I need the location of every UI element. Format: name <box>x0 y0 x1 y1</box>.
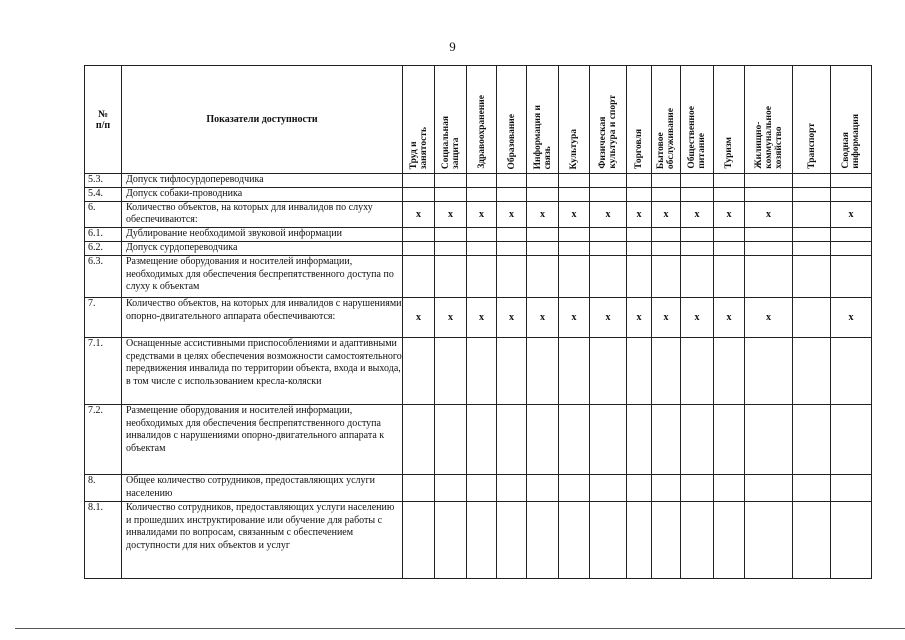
mark-cell <box>745 187 793 201</box>
header-column <box>559 66 590 174</box>
row-number: 6. <box>85 201 122 228</box>
header-column-label: Здравоохранение <box>476 95 487 169</box>
header-column-label: Торговля <box>634 128 644 169</box>
mark-cell <box>714 241 745 255</box>
mark-cell <box>559 501 590 578</box>
header-column-label: Сводная информация <box>841 114 861 169</box>
mark-cell: x <box>497 201 527 228</box>
mark-cell <box>652 337 681 404</box>
header-column <box>793 66 831 174</box>
mark-cell <box>627 474 652 501</box>
header-indicators: Показатели доступности <box>122 66 403 174</box>
mark-cell: x <box>497 297 527 337</box>
row-indicator: Количество объектов, на которых для инвалидов по слуху обеспечиваются: <box>122 201 403 228</box>
mark-cell <box>527 241 559 255</box>
mark-cell: x <box>627 297 652 337</box>
row-indicator: Оснащенные ассистивными приспособлениями и адаптивными средствами в целях обеспечения возможности самостоятельного передвижения инвалида по территории объекта, входа и выхода, в том числе с использованием кресла-коляски <box>122 337 403 404</box>
mark-cell: x <box>831 297 872 337</box>
header-column-label: Бытовое обслуживание <box>656 107 676 169</box>
header-column <box>527 66 559 174</box>
mark-cell <box>831 501 872 578</box>
mark-cell <box>590 228 627 242</box>
header-column-label: Информация и связь <box>532 104 553 169</box>
row-indicator: Количество сотрудников, предоставляющих услуги населению и прошедших инструктирование или обучение для работы с инвалидами по вопросам, связанным с обеспечением доступности для них объектов и услуг <box>122 501 403 578</box>
mark-cell <box>403 241 435 255</box>
mark-cell <box>527 174 559 188</box>
mark-cell <box>559 174 590 188</box>
mark-cell: x <box>403 297 435 337</box>
row-indicator: Размещение оборудования и носителей информации, необходимых для обеспечения беспрепятственного доступа инвалидов с нарушениями опорно-двигательного аппарата к объектам <box>122 404 403 474</box>
mark-cell <box>652 228 681 242</box>
mark-cell <box>714 501 745 578</box>
mark-cell <box>435 337 467 404</box>
mark-cell <box>403 501 435 578</box>
mark-cell <box>627 255 652 297</box>
mark-cell <box>403 474 435 501</box>
mark-cell: x <box>745 201 793 228</box>
mark-cell <box>652 241 681 255</box>
table-row <box>85 297 872 337</box>
mark-cell <box>559 404 590 474</box>
table-row <box>85 187 872 201</box>
mark-cell: x <box>681 297 714 337</box>
header-column-label: Транспорт <box>806 123 817 169</box>
row-number: 8.1. <box>85 501 122 578</box>
mark-cell <box>681 228 714 242</box>
mark-cell <box>467 174 497 188</box>
mark-cell <box>497 501 527 578</box>
mark-cell <box>793 404 831 474</box>
scan-edge-line <box>15 628 905 629</box>
mark-cell <box>527 337 559 404</box>
row-number: 8. <box>85 474 122 501</box>
mark-cell <box>497 474 527 501</box>
mark-cell <box>497 337 527 404</box>
mark-cell <box>831 228 872 242</box>
mark-cell <box>435 228 467 242</box>
row-indicator: Допуск тифлосурдопереводчика <box>122 174 403 188</box>
header-column-label: Труд и занятость <box>408 126 429 169</box>
mark-cell <box>435 241 467 255</box>
mark-cell <box>403 255 435 297</box>
mark-cell: x <box>403 201 435 228</box>
mark-cell <box>590 241 627 255</box>
mark-cell <box>793 228 831 242</box>
mark-cell: x <box>627 201 652 228</box>
header-column <box>714 66 745 174</box>
mark-cell <box>435 474 467 501</box>
header-column <box>435 66 467 174</box>
row-number: 7.2. <box>85 404 122 474</box>
mark-cell <box>745 228 793 242</box>
mark-cell <box>652 474 681 501</box>
row-number: 6.2. <box>85 241 122 255</box>
row-indicator: Дублирование необходимой звуковой информации <box>122 228 403 242</box>
mark-cell <box>527 501 559 578</box>
mark-cell <box>559 255 590 297</box>
row-number: 7. <box>85 297 122 337</box>
page-number: 9 <box>449 39 456 54</box>
mark-cell <box>745 241 793 255</box>
mark-cell <box>793 474 831 501</box>
mark-cell <box>467 255 497 297</box>
mark-cell <box>590 174 627 188</box>
header-column-label: Образование <box>506 113 517 169</box>
mark-cell <box>467 228 497 242</box>
mark-cell <box>403 337 435 404</box>
mark-cell: x <box>714 297 745 337</box>
mark-cell: x <box>590 297 627 337</box>
mark-cell <box>467 501 497 578</box>
mark-cell: x <box>831 201 872 228</box>
mark-cell <box>745 404 793 474</box>
mark-cell <box>627 404 652 474</box>
header-column <box>590 66 627 174</box>
mark-cell <box>467 187 497 201</box>
mark-cell <box>793 255 831 297</box>
mark-cell <box>590 474 627 501</box>
mark-cell <box>435 187 467 201</box>
header-column <box>831 66 872 174</box>
mark-cell <box>527 228 559 242</box>
table-row <box>85 474 872 501</box>
mark-cell: x <box>652 297 681 337</box>
mark-cell <box>627 187 652 201</box>
mark-cell <box>497 404 527 474</box>
mark-cell <box>652 187 681 201</box>
header-column-label: Туризм <box>724 137 734 169</box>
mark-cell: x <box>527 297 559 337</box>
header-column <box>681 66 714 174</box>
mark-cell <box>652 501 681 578</box>
header-column <box>627 66 652 174</box>
row-indicator: Размещение оборудования и носителей информации, необходимых для обеспечения беспрепятственного доступа по слуху к объектам <box>122 255 403 297</box>
mark-cell <box>627 337 652 404</box>
mark-cell <box>681 404 714 474</box>
row-number: 7.1. <box>85 337 122 404</box>
row-number: 6.3. <box>85 255 122 297</box>
mark-cell <box>681 187 714 201</box>
header-column-label: Жилищно- коммунальное хозяйство <box>753 106 784 169</box>
mark-cell <box>681 501 714 578</box>
mark-cell <box>714 228 745 242</box>
accessibility-table <box>84 65 861 585</box>
mark-cell <box>831 337 872 404</box>
header-column <box>745 66 793 174</box>
mark-cell: x <box>435 201 467 228</box>
mark-cell <box>714 404 745 474</box>
mark-cell: x <box>681 201 714 228</box>
header-num-label: № п/п <box>95 108 111 131</box>
mark-cell <box>467 474 497 501</box>
mark-cell <box>681 474 714 501</box>
mark-cell: x <box>714 201 745 228</box>
mark-cell <box>627 228 652 242</box>
mark-cell <box>793 337 831 404</box>
mark-cell <box>590 255 627 297</box>
row-number: 5.4. <box>85 187 122 201</box>
mark-cell <box>793 187 831 201</box>
mark-cell <box>652 404 681 474</box>
mark-cell <box>714 174 745 188</box>
mark-cell <box>467 241 497 255</box>
mark-cell <box>627 174 652 188</box>
mark-cell: x <box>745 297 793 337</box>
mark-cell <box>681 337 714 404</box>
mark-cell <box>793 501 831 578</box>
mark-cell <box>435 404 467 474</box>
table-row <box>85 174 872 188</box>
header-column-label: Культура <box>569 128 579 169</box>
table-row <box>85 337 872 404</box>
mark-cell <box>652 174 681 188</box>
mark-cell <box>435 255 467 297</box>
mark-cell: x <box>559 297 590 337</box>
mark-cell <box>559 241 590 255</box>
table-row <box>85 501 872 578</box>
mark-cell <box>497 228 527 242</box>
header-column <box>652 66 681 174</box>
mark-cell <box>831 187 872 201</box>
table-row <box>85 201 872 228</box>
mark-cell <box>435 501 467 578</box>
table-row <box>85 404 872 474</box>
mark-cell <box>527 187 559 201</box>
header-num <box>85 66 122 174</box>
mark-cell <box>559 228 590 242</box>
table-row <box>85 255 872 297</box>
row-number: 5.3. <box>85 174 122 188</box>
mark-cell <box>793 201 831 228</box>
mark-cell <box>527 404 559 474</box>
mark-cell <box>831 174 872 188</box>
mark-cell <box>627 241 652 255</box>
mark-cell: x <box>652 201 681 228</box>
mark-cell <box>590 337 627 404</box>
mark-cell <box>590 501 627 578</box>
row-indicator: Допуск сурдопереводчика <box>122 241 403 255</box>
mark-cell <box>831 241 872 255</box>
mark-cell <box>793 174 831 188</box>
mark-cell <box>745 501 793 578</box>
mark-cell <box>559 187 590 201</box>
mark-cell <box>497 174 527 188</box>
mark-cell: x <box>527 201 559 228</box>
mark-cell <box>681 255 714 297</box>
mark-cell: x <box>467 201 497 228</box>
mark-cell <box>714 474 745 501</box>
mark-cell <box>714 255 745 297</box>
mark-cell <box>403 174 435 188</box>
mark-cell <box>403 187 435 201</box>
header-column <box>403 66 435 174</box>
mark-cell <box>793 297 831 337</box>
mark-cell <box>467 404 497 474</box>
mark-cell: x <box>559 201 590 228</box>
mark-cell <box>497 241 527 255</box>
mark-cell <box>831 255 872 297</box>
mark-cell <box>527 474 559 501</box>
mark-cell <box>559 474 590 501</box>
mark-cell <box>590 404 627 474</box>
mark-cell <box>714 187 745 201</box>
mark-cell <box>681 174 714 188</box>
table-row <box>85 228 872 242</box>
mark-cell <box>403 404 435 474</box>
mark-cell <box>559 337 590 404</box>
mark-cell: x <box>590 201 627 228</box>
mark-cell <box>652 255 681 297</box>
mark-cell <box>714 337 745 404</box>
mark-cell <box>435 174 467 188</box>
mark-cell <box>745 255 793 297</box>
row-indicator: Количество объектов, на которых для инвалидов с нарушениями опорно-двигательного аппарата обеспечиваются: <box>122 297 403 337</box>
mark-cell: x <box>435 297 467 337</box>
mark-cell <box>403 228 435 242</box>
mark-cell: x <box>467 297 497 337</box>
mark-cell <box>590 187 627 201</box>
header-column-label: Физическая культура и спорт <box>598 95 618 169</box>
mark-cell <box>467 337 497 404</box>
mark-cell <box>497 187 527 201</box>
mark-cell <box>831 474 872 501</box>
header-column-label: Социальная защита <box>440 115 461 169</box>
row-number: 6.1. <box>85 228 122 242</box>
mark-cell <box>745 474 793 501</box>
header-column <box>467 66 497 174</box>
row-indicator: Допуск собаки-проводника <box>122 187 403 201</box>
row-indicator: Общее количество сотрудников, предоставляющих услуги населению <box>122 474 403 501</box>
header-column-label: Общественное питание <box>687 106 707 169</box>
mark-cell <box>745 337 793 404</box>
mark-cell <box>627 501 652 578</box>
table-row <box>85 241 872 255</box>
mark-cell <box>497 255 527 297</box>
header-column <box>497 66 527 174</box>
mark-cell <box>681 241 714 255</box>
mark-cell <box>793 241 831 255</box>
mark-cell <box>527 255 559 297</box>
mark-cell <box>745 174 793 188</box>
mark-cell <box>831 404 872 474</box>
